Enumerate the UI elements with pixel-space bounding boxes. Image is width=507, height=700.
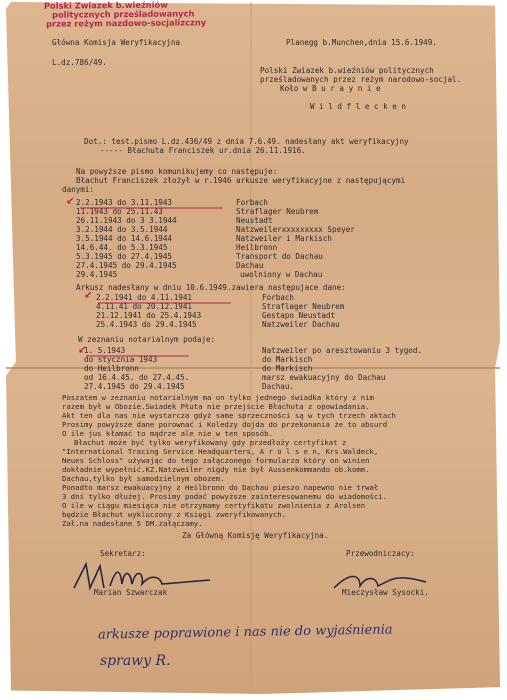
timeline-place: Neustadt [236,216,273,225]
timeline-period: 11.1943 do 25.11.43 [76,207,163,216]
timeline2-period: 4.11.41 do 20.12.1941 [96,302,193,311]
body-line: dokładnie wypełnić.KZ.Natzweiler nigdy nie był Aussenkommando ob.komm. [62,465,370,474]
stamp-line: politycznych prześladowanych [51,8,195,20]
intro-block [62,167,405,194]
stamp-line: Polski Zwiazek b.wieźniów [43,0,168,11]
chairman-role: Przewodniczacy: [346,549,415,558]
timeline-place: Heilbronn [236,243,278,252]
place-date: Planegg b.Munchen,dnia 15.6.1949. [286,38,437,47]
timeline2-places [262,293,344,329]
secretary-signature [70,558,220,598]
timeline-period: 29.4.1945 [76,270,118,279]
timeline-place: Transport do Dachau [236,252,323,261]
timeline-period: 26.11.1943 do 3 3.1944 [76,216,177,225]
red-check-mark: ↙ [66,196,75,207]
body-line: "International Tracing Service Headquarters, A r o l s e n, Krs.Waldeck, [62,447,379,456]
reference-number: L.dz.786/49. [52,58,107,67]
timeline3-place: do Markisch [262,364,313,373]
timeline2-place: Gestapo Neustadt [262,311,336,320]
intro-line: Na powyższe pismo komunikujemy co następuje: [76,167,278,176]
red-check-mark: ↙ [78,345,87,356]
body-line: Ponadto marsz ewakuacyjny z Heilbronn do Dachau pieszo napewno nie trwał [62,483,379,492]
handwritten-note: sprawy R. [100,653,171,669]
body-paragraphs [62,393,396,528]
timeline2-period: 2.2.1941 do 4.11.1941 [96,293,193,302]
timeline3-places [262,346,422,391]
timeline-place: Straflager Neubrem [236,207,319,216]
timeline2-period: 21.12.1941 do 25.4.1943 [96,311,202,320]
addressee-line: Koło w B u r a y n i e [280,84,381,93]
addressee-line: Polski Zwiazek b.wieźniów politycznych [260,66,434,75]
timeline3-period: do Heilbronn [84,364,139,373]
subject-line: Dot.: test.pismo L.dz.436/49 z dnia 7.6.49. nadesłany akt weryfikacyjny [84,137,409,146]
timeline-place: Natzweiler i Markisch [236,234,333,243]
red-underline [96,300,236,306]
timeline3-place: Dachau. [262,382,295,391]
second-sheet-intro: Arkusz nadesłany w dniu 10.6.1949.zawiera następujace dane: [76,283,346,292]
intro-line: Błachut Franciszek złożył w r.1946 arkusze weryfikacyjne z następującymi [76,176,406,185]
red-underline [78,205,228,211]
subject-block [84,137,409,155]
closing-line: Za Główną Komisję Weryfikacyjna. [182,531,329,540]
body-line: O ile jus kłamać to mądrze ale nie w ten sposób. [62,429,273,438]
body-line: Błachut może być tylko weryfikowany gdy przedłoży certyfikat z [74,438,347,447]
timeline2-periods [96,293,201,329]
notarial-intro: W zeznaniu notarialnym podaje: [78,335,216,344]
addressee-line: W i l d f l e c k e n [310,102,407,111]
red-check-mark: ↙ [84,290,93,301]
body-line: razem był w Obozie.Swiadek Płuta nie przejście Błachuta z opowiadania. [62,402,370,411]
timeline-place: uwolniony w Dachau [240,270,323,279]
organization-stamp [44,0,206,29]
stamp-line: przez reżym nazdowo-socjalizczny [46,17,207,30]
timeline-place: Natzweilerxxxxxxxxx Speyer [236,225,355,234]
body-line: Neues Schloss" używając do tego załączonego formularza który on winien [62,456,370,465]
timeline3-period: 1. 5.1943 [84,346,126,355]
chairman-name: Mieczysław Sysocki. [342,588,429,597]
intro-line: danymi: [62,185,95,194]
timeline3-period: od 16.4.45. do 27.4.45. [84,373,190,382]
timeline-place: Dachau [236,261,264,270]
body-line: O ile w ciągu miesiąca nie otrzymamy certyfikatu zwolnienia z Arolsen [62,501,366,510]
body-line: Akt ten dla nas nie wystarcza gdyż same sprzeczności są w tych trzech aktach [62,411,396,420]
handwritten-note: arkusze poprawione i nas nie do wyjaśnienia [97,622,393,643]
secretary-name: Marian Szwarczak [94,588,168,597]
subject-line: ----- Błachuta Franciszek ur.dnia 26.11.1916. [100,146,306,155]
body-line: 3 dni tylko dłużej. Prosimy podać powyższe zainteresowanemu do wiadomości. [62,492,388,501]
timeline3-place: marsz ewakuacyjny do Dachau [262,373,386,382]
timeline3-place: do Markisch [262,355,313,364]
timeline-places [236,198,355,279]
timeline-period: 3.5.1944 do 14.6.1944 [76,234,173,243]
addressee-block [260,66,461,111]
addressee-line: prześladowanych przez reżym narodowo-socjal. [260,75,462,84]
secretary-role: Sekretarz: [100,549,146,558]
timeline2-period: 25.4.1943 do 29.4.1945 [96,320,197,329]
timeline-place: Forbach [236,198,269,207]
timeline2-place: Natzweiler Dachau [262,320,340,329]
timeline-period: 27.4.1945 do 29.4.1945 [76,261,177,270]
committee-name: Główna Komisja Weryfikacyjna [52,38,181,47]
fold-crease-horizontal [6,367,500,369]
body-line: Prosimy powyższe dane porownać i Koledzy dojda do przekonania że to absurd [62,420,388,429]
timeline3-period: do stycznia 1943 [84,355,158,364]
body-line: Zał.na nadesłane 5 DM.załączamy. [62,519,203,528]
timeline2-place: Straflager Neubrem [262,302,345,311]
body-line: Poszatem w zeznaniu notarialnym ma on tylko jednego świadka który z nim [62,393,374,402]
timeline2-place: Forbach [262,293,295,302]
timeline3-period: 27.4.1945 do 29.4.1945 [84,382,185,391]
red-underline [84,353,194,359]
fold-crease-vertical [250,2,252,694]
body-line: Dachau,tylko był samodzielnym obozem. [62,474,225,483]
timeline-period: 5.3.1945 do 27.4.1945 [76,252,173,261]
body-line: będzie Błachut wykluczony z Księgi zweryfikowanych. [62,510,287,519]
chairman-signature [330,568,440,594]
timeline-period: 14.6.44. do 5.3.1945 [76,243,168,252]
timeline-period: 2.2.1943 do 3.11.1943 [76,198,173,207]
timeline3-place: Natzweiler po aresztowaniu 3 tygod. [262,346,423,355]
timeline-period: 3.2.1944 do 3.5.1944 [76,225,168,234]
